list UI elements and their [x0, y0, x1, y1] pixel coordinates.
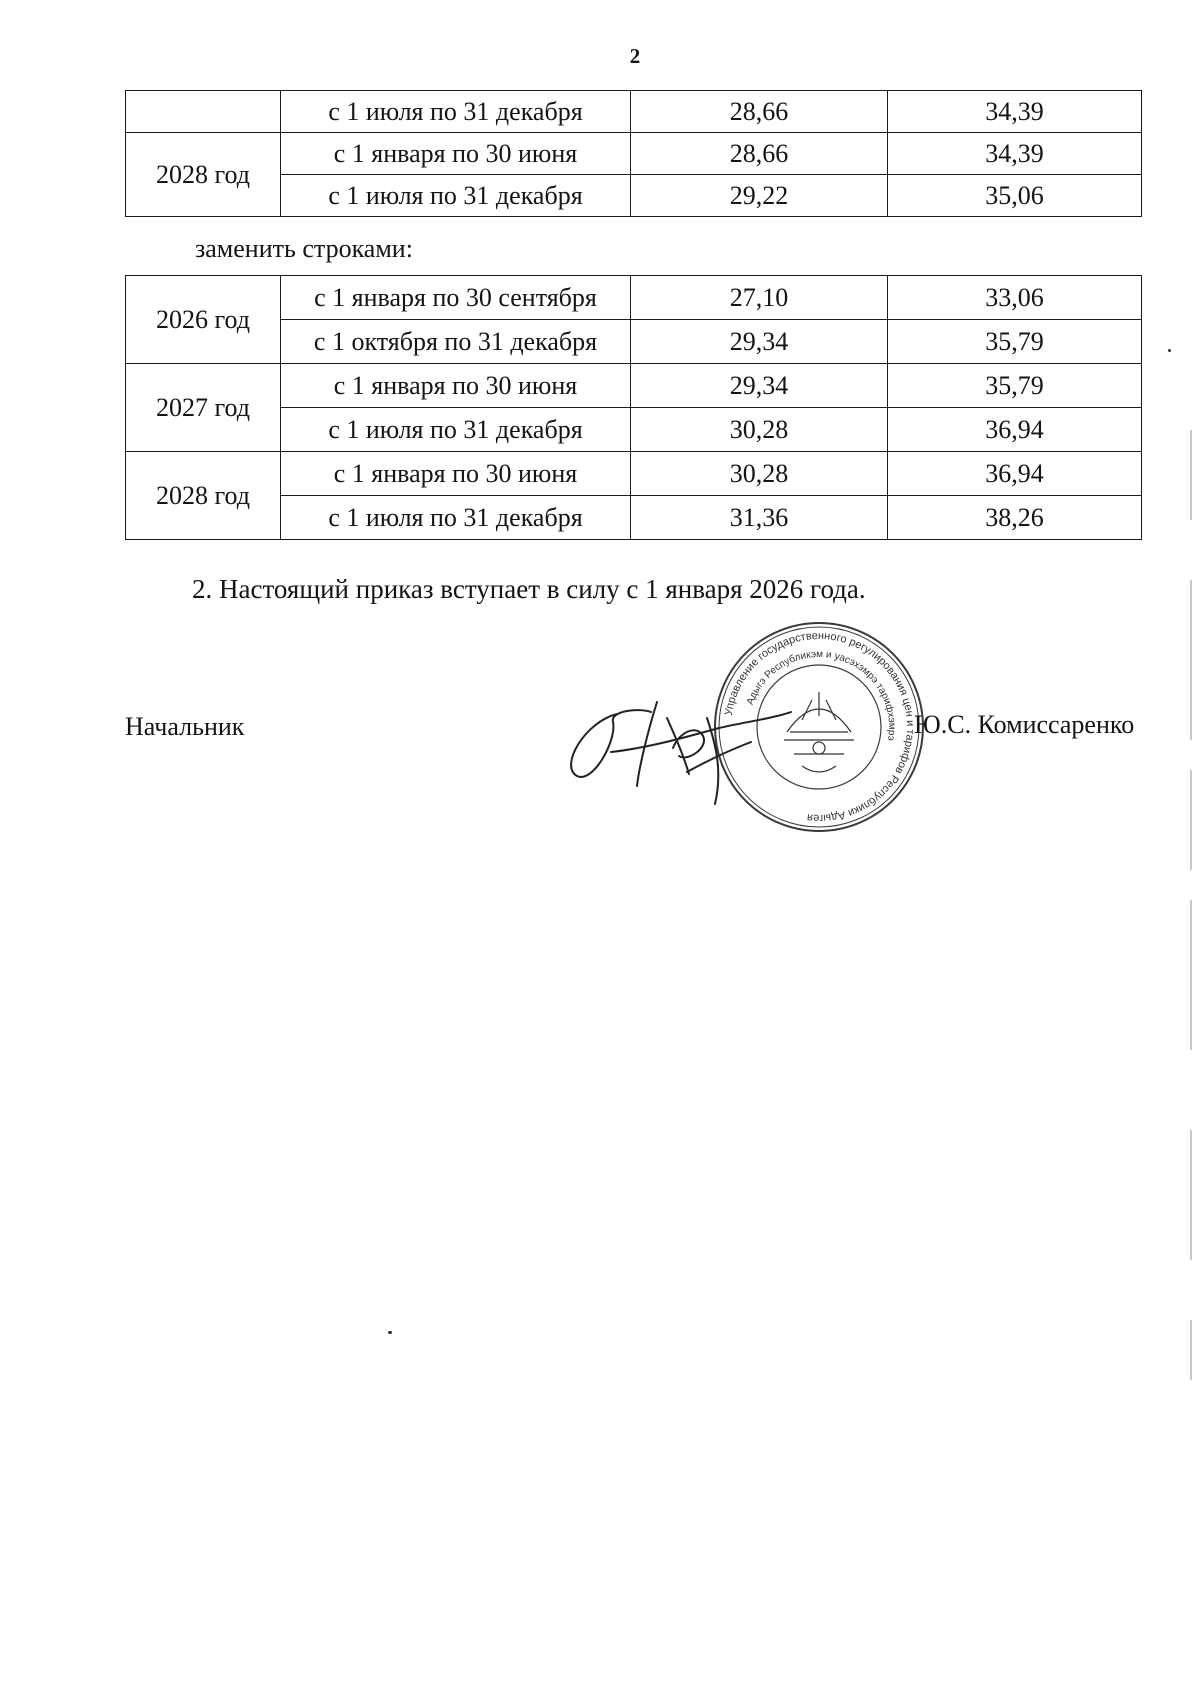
year-cell: 2028 год — [126, 452, 281, 540]
table-row — [126, 133, 1142, 175]
scan-edge-mark — [1190, 1130, 1192, 1260]
rate-vat-cell: 35,79 — [888, 364, 1142, 408]
period-cell: с 1 июля по 31 декабря — [281, 175, 631, 217]
scan-speck — [1168, 349, 1171, 352]
new-rows-table — [125, 275, 1142, 540]
scan-edge-mark — [1190, 580, 1192, 740]
effective-date-clause: 2. Настоящий приказ вступает в силу с 1 января 2026 года. — [192, 574, 866, 604]
rate-vat-cell: 34,39 — [888, 91, 1142, 133]
scan-edge-mark — [1190, 1320, 1192, 1380]
year-cell — [126, 91, 281, 133]
rate-vat-cell: 36,94 — [888, 452, 1142, 496]
period-cell: с 1 июля по 31 декабря — [281, 408, 631, 452]
rate-vat-cell: 35,06 — [888, 175, 1142, 217]
rate-vat-cell: 33,06 — [888, 276, 1142, 320]
rate-vat-cell: 34,39 — [888, 133, 1142, 175]
period-cell: с 1 января по 30 июня — [281, 133, 631, 175]
rate-cell: 29,34 — [631, 320, 888, 364]
table-row — [126, 364, 1142, 408]
rate-cell: 30,28 — [631, 452, 888, 496]
year-cell: 2026 год — [126, 276, 281, 364]
rate-cell: 28,66 — [631, 133, 888, 175]
handwritten-signature — [555, 678, 795, 808]
scan-edge-mark — [1190, 430, 1192, 520]
table-row — [126, 91, 1142, 133]
period-cell: с 1 октября по 31 декабря — [281, 320, 631, 364]
rate-cell: 30,28 — [631, 408, 888, 452]
period-cell: с 1 января по 30 июня — [281, 452, 631, 496]
rate-vat-cell: 36,94 — [888, 408, 1142, 452]
period-cell: с 1 июля по 31 декабря — [281, 91, 631, 133]
signer-name: Ю.С. Комиссаренко — [914, 710, 1135, 739]
rate-vat-cell: 38,26 — [888, 496, 1142, 540]
scan-edge-mark — [1190, 770, 1192, 870]
rate-cell: 27,10 — [631, 276, 888, 320]
rate-vat-cell: 35,79 — [888, 320, 1142, 364]
table-row — [126, 452, 1142, 496]
svg-text:Управление государственного ре: Управление государственного регулирования цен и тарифов Республики Адыгея — [722, 629, 917, 825]
signer-title: Начальник — [125, 712, 245, 741]
year-cell: 2027 год — [126, 364, 281, 452]
period-cell: с 1 января по 30 сентября — [281, 276, 631, 320]
year-cell: 2028 год — [126, 133, 281, 217]
rate-cell: 28,66 — [631, 91, 888, 133]
replaced-rows-table — [125, 90, 1142, 217]
svg-text:Адыгэ Республикэм и уасэхэмрэ: Адыгэ Республикэм и уасэхэмрэ тарифхэмрэ — [744, 648, 898, 742]
page-number: 2 — [629, 44, 641, 68]
table-row — [126, 276, 1142, 320]
period-cell: с 1 июля по 31 декабря — [281, 496, 631, 540]
period-cell: с 1 января по 30 июня — [281, 364, 631, 408]
scan-edge-mark — [1190, 900, 1192, 1050]
rate-cell: 31,36 — [631, 496, 888, 540]
replace-instruction: заменить строками: — [195, 234, 413, 263]
scan-speck — [388, 1331, 392, 1334]
rate-cell: 29,34 — [631, 364, 888, 408]
rate-cell: 29,22 — [631, 175, 888, 217]
